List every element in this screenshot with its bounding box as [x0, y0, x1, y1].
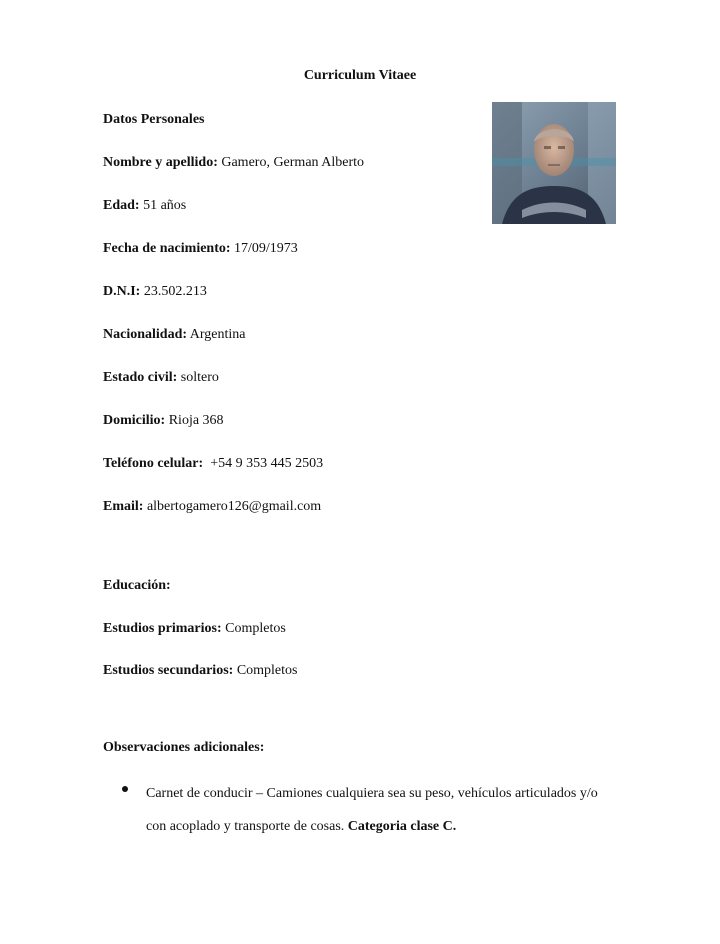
field-value: albertogamero126@gmail.com	[146, 499, 322, 514]
profile-photo	[492, 102, 616, 224]
field-dni	[103, 282, 207, 302]
field-label: Estudios primarios:	[103, 621, 222, 636]
observation-line-2	[146, 817, 456, 837]
observation-text: con acoplado y transporte de cosas.	[146, 819, 345, 834]
field-value: +54 9 353 445 2503	[210, 456, 324, 471]
field-label: D.N.I:	[103, 284, 141, 299]
field-value: Argentina	[189, 327, 246, 342]
field-label: Nombre y apellido:	[103, 155, 218, 170]
field-label: Teléfono celular:	[103, 456, 204, 471]
field-value: Gamero, German Alberto	[221, 155, 365, 170]
bullet-icon	[122, 786, 128, 792]
field-value: Completos	[236, 663, 298, 678]
field-label: Nacionalidad:	[103, 327, 188, 342]
field-nationality	[103, 325, 245, 345]
field-label: Fecha de nacimiento:	[103, 241, 231, 256]
field-civil-status	[103, 368, 219, 388]
field-value: Rioja 368	[168, 413, 224, 428]
field-value: soltero	[180, 370, 219, 385]
field-age	[103, 196, 186, 216]
personal-heading: Datos Personales	[103, 112, 205, 127]
page-title: Curriculum Vitaee	[303, 68, 417, 83]
observations-heading: Observaciones adicionales:	[103, 740, 265, 755]
person-photo-icon	[492, 102, 616, 224]
field-label: Domicilio:	[103, 413, 166, 428]
field-label: Estado civil:	[103, 370, 178, 385]
field-value: 51 años	[143, 198, 187, 213]
observation-category: Categoria clase C.	[347, 819, 457, 834]
field-value: 23.502.213	[143, 284, 207, 299]
field-value: Completos	[225, 621, 286, 636]
field-secondary-studies	[103, 661, 297, 681]
field-label: Email:	[103, 499, 144, 514]
field-address	[103, 411, 224, 431]
field-name	[103, 153, 364, 173]
field-label: Estudios secundarios:	[103, 663, 234, 678]
field-phone	[103, 454, 323, 474]
observation-line-1: Carnet de conducir – Camiones cualquiera sea su peso, vehículos articulados y/o	[146, 786, 598, 801]
field-primary-studies	[103, 619, 286, 639]
field-birthdate	[103, 239, 298, 259]
field-email	[103, 497, 321, 517]
field-value: 17/09/1973	[234, 241, 298, 256]
education-heading: Educación:	[103, 578, 171, 593]
field-label: Edad:	[103, 198, 140, 213]
